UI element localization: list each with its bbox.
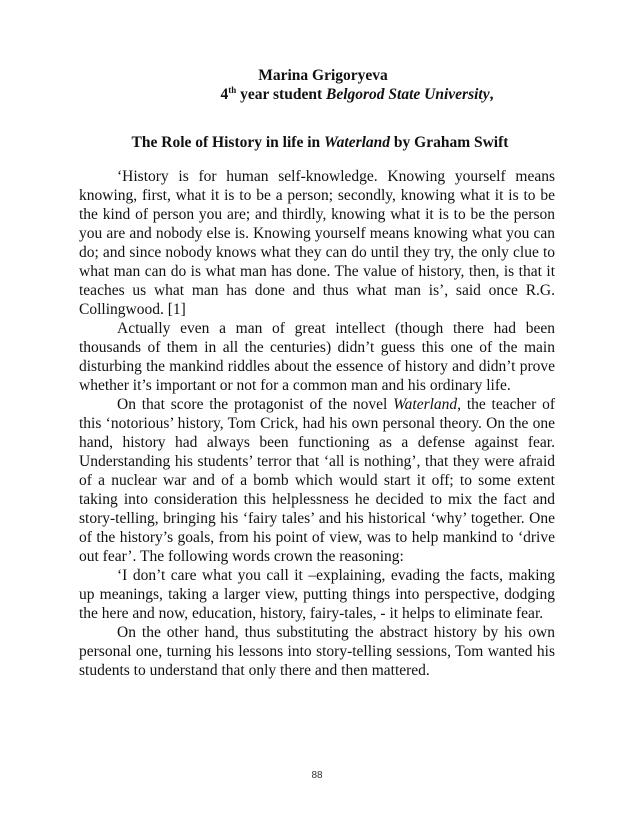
paragraph-2: Actually even a man of great intellect (though there had been thousands of them in all the centuries) didn’t guess this one of the main disturbing the mankind riddles about the essence of history and didn’t prove whether it’s important or not for a common man and his ordinary life. — [79, 320, 555, 394]
paragraph-3-after: the teacher of this ‘notorious’ history, Tom Crick, had his own personal theory. On the one hand, history had always been functioning as a defense against fear. Understanding his students’ terror that ‘all is nothing’, that they were afraid of a nuclear war and of a bomb which would start it off; to some extent taking into consideration this helplessness he decided to mix the fact and story-telling, bringing his ‘fairy tales’ and his historical ‘why’ together. One of the history’s goals, from his point of view, was to help mankind to ‘drive out fear’. The following words crown the reasoning: — [79, 396, 555, 565]
year-rest: year student — [236, 86, 326, 103]
paragraph-3 — [79, 395, 555, 566]
page-number: 88 — [311, 770, 323, 781]
university-trailing: , — [489, 86, 494, 103]
university-name: Belgorod State University — [325, 86, 490, 103]
author-affiliation — [0, 85, 634, 104]
year-suffix: th — [228, 84, 237, 95]
paragraph-3-before: On that score the protagonist of the novel — [117, 396, 394, 413]
year-number: 4 — [220, 86, 229, 103]
article-header — [0, 66, 634, 104]
title-italic: Waterland — [324, 134, 391, 151]
paragraph-1: ‘History is for human self-knowledge. Knowing yourself means knowing, first, what it is to be a person; secondly, knowing what it is to be the kind of person you are; and thirdly, knowing what it is to be the person you are and nobody else is. Knowing yourself means knowing what you can do; and since nobody knows what they can do until they try, the only clue to what man can do is what man has done. The value of history, then, is that it teaches us what man has done and thus what man is’, said once R.G. Collingwood. [1] — [79, 168, 555, 318]
paragraph-3-italic: Waterland, — [393, 396, 462, 413]
author-name: Marina Grigoryeva — [258, 67, 388, 84]
title-after: by Graham Swift — [390, 134, 509, 151]
paragraph-5: On the other hand, thus substituting the abstract history by his own personal one, turning his lessons into story-telling sessions, Tom wanted his students to understand that only there and then mattered. — [79, 624, 555, 679]
paragraph-4: ‘I don’t care what you call it –explaining, evading the facts, making up meanings, taking a larger view, putting things into perspective, dodging the here and now, education, history, fairy-tales, - it helps to eliminate fear. — [79, 567, 555, 622]
article-title — [0, 133, 634, 152]
title-before: The Role of History in life in — [131, 134, 324, 151]
article-body — [79, 167, 555, 680]
